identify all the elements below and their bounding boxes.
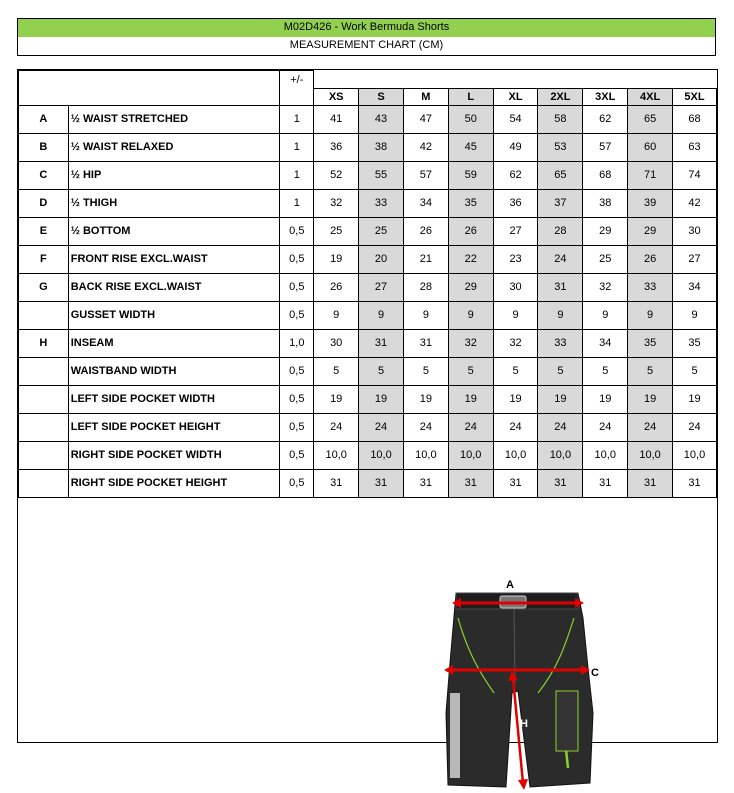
measurement-value: 31 [583,469,628,497]
measurement-value: 32 [314,189,359,217]
measurement-value: 55 [359,161,404,189]
measurement-value: 33 [538,329,583,357]
measurement-value: 31 [628,469,673,497]
measurement-value: 24 [673,413,717,441]
measurement-label: ½ WAIST STRETCHED [68,105,280,133]
measurement-value: 24 [628,413,673,441]
measurement-value: 22 [448,245,493,273]
measurement-value: 19 [538,385,583,413]
measurement-value: 43 [359,105,404,133]
measurement-value: 24 [493,413,538,441]
measurement-value: 29 [628,217,673,245]
measurement-value: 27 [673,245,717,273]
table-row [19,469,717,497]
measurement-value: 9 [583,301,628,329]
measurement-value: 25 [359,217,404,245]
measurement-value: 23 [493,245,538,273]
size-header: XL [493,88,538,105]
measurement-value: 42 [673,189,717,217]
measurement-value: 34 [403,189,448,217]
measurement-value: 24 [314,413,359,441]
measurement-value: 19 [493,385,538,413]
measurement-value: 26 [403,217,448,245]
measurement-value: 32 [448,329,493,357]
measurement-value: 24 [359,413,404,441]
measurement-code: C [19,161,69,189]
page-subtitle: MEASUREMENT CHART (CM) [289,39,444,51]
size-header: L [448,88,493,105]
measurement-code [19,441,69,469]
measurement-value: 19 [583,385,628,413]
measurement-value: 68 [583,161,628,189]
table-row [19,161,717,189]
title-bar [17,18,716,38]
measurement-value: 68 [673,105,717,133]
measurement-chart [17,69,718,743]
measurement-code [19,469,69,497]
measurement-code: F [19,245,69,273]
measurement-label: GUSSET WIDTH [68,301,280,329]
measurement-value: 37 [538,189,583,217]
measurement-value: 36 [314,133,359,161]
measurement-value: 9 [359,301,404,329]
measurement-value: 21 [403,245,448,273]
tolerance-value: 0,5 [280,357,314,385]
measurement-value: 31 [538,273,583,301]
measurement-value: 31 [403,469,448,497]
measurement-value: 10,0 [359,441,404,469]
measurement-value: 10,0 [538,441,583,469]
measurement-label: ½ HIP [68,161,280,189]
measurement-value: 60 [628,133,673,161]
measurement-value: 19 [359,385,404,413]
measurement-value: 9 [673,301,717,329]
table-row [19,245,717,273]
measurement-value: 31 [314,469,359,497]
measurement-value: 62 [493,161,538,189]
tolerance-value: 0,5 [280,385,314,413]
measurement-value: 27 [359,273,404,301]
side-pocket-right [556,691,578,751]
measurement-value: 32 [583,273,628,301]
measurement-code [19,385,69,413]
measurement-value: 9 [403,301,448,329]
tolerance-value: 0,5 [280,469,314,497]
shorts-diagram [428,573,608,793]
label-h: H [520,718,528,730]
measurement-value: 24 [538,245,583,273]
measurement-value: 30 [314,329,359,357]
measurement-value: 26 [448,217,493,245]
measurement-value: 54 [493,105,538,133]
tolerance-header: +/- [280,71,314,89]
measurement-value: 19 [673,385,717,413]
measurement-value: 31 [493,469,538,497]
measurement-value: 42 [403,133,448,161]
measurement-value: 31 [403,329,448,357]
measurement-value: 10,0 [628,441,673,469]
measurement-label: ½ THIGH [68,189,280,217]
measurement-value: 45 [448,133,493,161]
measurement-value: 31 [538,469,583,497]
header-blank [68,88,280,105]
measurement-value: 25 [314,217,359,245]
measurement-value: 30 [493,273,538,301]
measurement-value: 39 [628,189,673,217]
measurement-value: 31 [359,469,404,497]
label-a: A [506,579,514,591]
table-row [19,217,717,245]
measurement-label: LEFT SIDE POCKET HEIGHT [68,413,280,441]
table-row [19,441,717,469]
measurement-value: 28 [538,217,583,245]
table-row [19,273,717,301]
measurement-value: 10,0 [493,441,538,469]
table-header-row [19,71,717,89]
size-header: M [403,88,448,105]
measurement-value: 34 [583,329,628,357]
measurement-value: 53 [538,133,583,161]
measurement-value: 50 [448,105,493,133]
tolerance-value: 0,5 [280,245,314,273]
measurement-value: 10,0 [403,441,448,469]
measurement-value: 65 [538,161,583,189]
measurement-value: 24 [403,413,448,441]
table-row [19,105,717,133]
measurement-code: D [19,189,69,217]
measurement-label: INSEAM [68,329,280,357]
page-title: M02D426 - Work Bermuda Shorts [283,21,450,33]
measurement-value: 5 [628,357,673,385]
measurement-value: 63 [673,133,717,161]
measurement-label: ½ BOTTOM [68,217,280,245]
measurement-value: 27 [493,217,538,245]
measurement-value: 35 [448,189,493,217]
measurement-label: BACK RISE EXCL.WAIST [68,273,280,301]
measurement-code: B [19,133,69,161]
measurement-code [19,413,69,441]
size-header: 5XL [673,88,717,105]
measurement-code [19,301,69,329]
measurement-value: 71 [628,161,673,189]
table-row [19,413,717,441]
measurement-value: 5 [448,357,493,385]
measurement-label: ½ WAIST RELAXED [68,133,280,161]
measurement-value: 26 [628,245,673,273]
measurement-value: 9 [314,301,359,329]
measurement-value: 41 [314,105,359,133]
header-blank [68,71,280,89]
measurement-value: 10,0 [673,441,717,469]
measurement-value: 49 [493,133,538,161]
measurement-value: 10,0 [314,441,359,469]
tolerance-value: 0,5 [280,301,314,329]
measurement-value: 32 [493,329,538,357]
measurement-value: 19 [448,385,493,413]
size-header: XS [314,88,359,105]
measurement-value: 58 [538,105,583,133]
measurement-value: 9 [493,301,538,329]
size-header-blank [314,71,717,89]
tolerance-value: 0,5 [280,273,314,301]
measurement-value: 24 [583,413,628,441]
measurement-value: 5 [359,357,404,385]
measurement-code: E [19,217,69,245]
measurement-value: 29 [448,273,493,301]
measurement-value: 38 [583,189,628,217]
measurement-value: 36 [493,189,538,217]
size-header: 3XL [583,88,628,105]
measurement-code: H [19,329,69,357]
measurement-value: 31 [359,329,404,357]
arrow-h-head-bottom [518,779,528,790]
size-header: 4XL [628,88,673,105]
tolerance-value: 0,5 [280,441,314,469]
measurement-code: A [19,105,69,133]
arrow-c-head-left [444,665,453,675]
measurement-value: 30 [673,217,717,245]
measurement-value: 34 [673,273,717,301]
measurement-value: 31 [673,469,717,497]
measurement-value: 57 [583,133,628,161]
size-header: S [359,88,404,105]
side-logo [450,693,460,778]
measurement-table [18,70,717,497]
measurement-value: 28 [403,273,448,301]
measurement-value: 65 [628,105,673,133]
tolerance-value: 1,0 [280,329,314,357]
measurement-value: 10,0 [448,441,493,469]
measurement-value: 62 [583,105,628,133]
tolerance-value: 1 [280,133,314,161]
measurement-value: 33 [359,189,404,217]
measurement-value: 19 [314,385,359,413]
measurement-label: RIGHT SIDE POCKET WIDTH [68,441,280,469]
measurement-value: 31 [448,469,493,497]
table-row [19,189,717,217]
measurement-label: RIGHT SIDE POCKET HEIGHT [68,469,280,497]
table-row [19,329,717,357]
tolerance-value: 0,5 [280,413,314,441]
measurement-value: 47 [403,105,448,133]
measurement-value: 26 [314,273,359,301]
header-blank [19,88,69,105]
measurement-code [19,357,69,385]
measurement-value: 19 [314,245,359,273]
measurement-value: 52 [314,161,359,189]
size-header: 2XL [538,88,583,105]
measurement-value: 24 [448,413,493,441]
measurement-value: 5 [538,357,583,385]
measurement-value: 20 [359,245,404,273]
measurement-value: 24 [538,413,583,441]
measurement-code: G [19,273,69,301]
measurement-value: 25 [583,245,628,273]
measurement-label: WAISTBAND WIDTH [68,357,280,385]
header-blank [19,71,69,89]
measurement-value: 5 [583,357,628,385]
tolerance-value: 1 [280,105,314,133]
measurement-value: 57 [403,161,448,189]
size-header-row [19,88,717,105]
measurement-value: 29 [583,217,628,245]
measurement-value: 19 [628,385,673,413]
measurement-value: 5 [493,357,538,385]
label-c: C [591,667,599,679]
measurement-value: 5 [673,357,717,385]
measurement-value: 35 [673,329,717,357]
measurement-value: 35 [628,329,673,357]
header-blank [280,88,314,105]
measurement-value: 5 [403,357,448,385]
measurement-value: 59 [448,161,493,189]
measurement-value: 74 [673,161,717,189]
tolerance-value: 1 [280,161,314,189]
measurement-value: 38 [359,133,404,161]
table-row [19,133,717,161]
subtitle-bar [17,37,716,56]
measurement-value: 10,0 [583,441,628,469]
tolerance-value: 0,5 [280,217,314,245]
measurement-value: 33 [628,273,673,301]
table-row [19,385,717,413]
measurement-value: 9 [448,301,493,329]
measurement-label: FRONT RISE EXCL.WAIST [68,245,280,273]
measurement-label: LEFT SIDE POCKET WIDTH [68,385,280,413]
table-row [19,301,717,329]
measurement-value: 5 [314,357,359,385]
tolerance-value: 1 [280,189,314,217]
table-row [19,357,717,385]
measurement-value: 9 [628,301,673,329]
measurement-value: 19 [403,385,448,413]
measurement-value: 9 [538,301,583,329]
